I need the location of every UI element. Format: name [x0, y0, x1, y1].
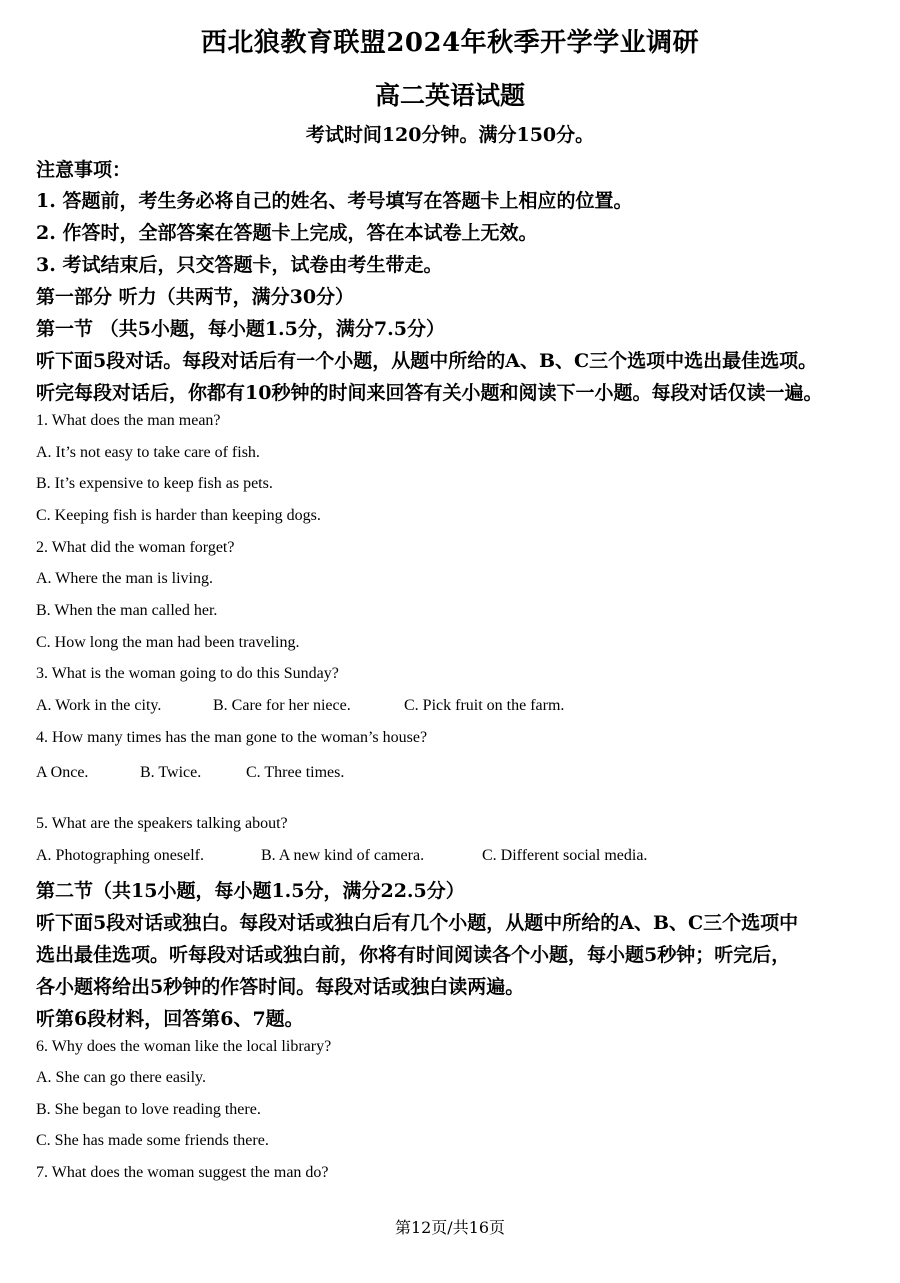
section1-heading: 第一节 （共5小题，每小题1.5分，满分7.5分）: [36, 318, 445, 340]
option-b: B. Twice.: [140, 764, 202, 781]
option-c: C. How long the man had been traveling.: [36, 634, 300, 651]
option-a: A. Where the man is living.: [36, 570, 213, 587]
material-note: 听第6段材料，回答第6、7题。: [36, 1008, 304, 1030]
notice-heading: 注意事项：: [36, 159, 132, 181]
option-c: C. Keeping fish is harder than keeping dogs.: [36, 507, 321, 524]
section2-instruction: 各小题将给出5秒钟的作答时间。每段对话或独白读两遍。: [36, 976, 525, 998]
option-b: B. A new kind of camera.: [261, 847, 425, 864]
question-stem: 1. What does the man mean?: [36, 412, 221, 429]
part1-heading: 第一部分 听力（共两节，满分30分）: [36, 286, 355, 308]
option-c: C. She has made some friends there.: [36, 1132, 269, 1149]
section2-instruction: 选出最佳选项。听每段对话或独白前，你将有时间阅读各个小题，每小题5秒钟；听完后，: [36, 944, 791, 966]
option-b: B. She began to love reading there.: [36, 1101, 261, 1118]
option-a: A. Work in the city.: [36, 697, 162, 714]
question-stem: 6. Why does the woman like the local library?: [36, 1038, 332, 1055]
section1-instruction: 听完每段对话后，你都有10秒钟的时间来回答有关小题和阅读下一小题。每段对话仅读一遍。: [36, 382, 823, 404]
option-b: B. It’s expensive to keep fish as pets.: [36, 475, 273, 492]
option-c: C. Pick fruit on the farm.: [404, 697, 565, 714]
section2-instruction: 听下面5段对话或独白。每段对话或独白后有几个小题，从题中所给的A、B、C三个选项中: [36, 912, 799, 934]
option-a: A. She can go there easily.: [36, 1069, 207, 1086]
option-a: A. It’s not easy to take care of fish.: [36, 444, 260, 461]
option-c: C. Different social media.: [482, 847, 648, 864]
page-number: 第12页/共16页: [394, 1218, 506, 1237]
option-row: [36, 847, 647, 865]
question-stem: 5. What are the speakers talking about?: [36, 815, 288, 832]
option-a: A Once.: [36, 764, 89, 781]
notice-item: 1. 答题前，考生务必将自己的姓名、考号填写在答题卡上相应的位置。: [36, 190, 633, 212]
exam-title: 西北狼教育联盟2024年秋季开学学业调研: [200, 28, 700, 58]
notice-item: 3. 考试结束后，只交答题卡，试卷由考生带走。: [36, 254, 443, 276]
option-a: A. Photographing oneself.: [36, 847, 204, 864]
question-stem: 7. What does the woman suggest the man do?: [36, 1164, 329, 1181]
option-row: [36, 764, 344, 782]
section2-heading: 第二节（共15小题，每小题1.5分，满分22.5分）: [36, 880, 465, 902]
exam-subtitle: 高二英语试题: [374, 81, 525, 110]
exam-info: 考试时间120分钟。满分150分。: [305, 124, 595, 146]
question-stem: 2. What did the woman forget?: [36, 539, 235, 556]
option-c: C. Three times.: [246, 764, 345, 781]
option-b: B. When the man called her.: [36, 602, 218, 619]
notice-item: 2. 作答时，全部答案在答题卡上完成，答在本试卷上无效。: [36, 222, 538, 244]
section1-instruction: 听下面5段对话。每段对话后有一个小题，从题中所给的A、B、C三个选项中选出最佳选项。: [36, 350, 818, 372]
option-b: B. Care for her niece.: [213, 697, 351, 714]
option-row: [36, 697, 564, 715]
question-stem: 3. What is the woman going to do this Sunday?: [36, 665, 339, 682]
question-stem: 4. How many times has the man gone to the woman’s house?: [36, 729, 428, 746]
